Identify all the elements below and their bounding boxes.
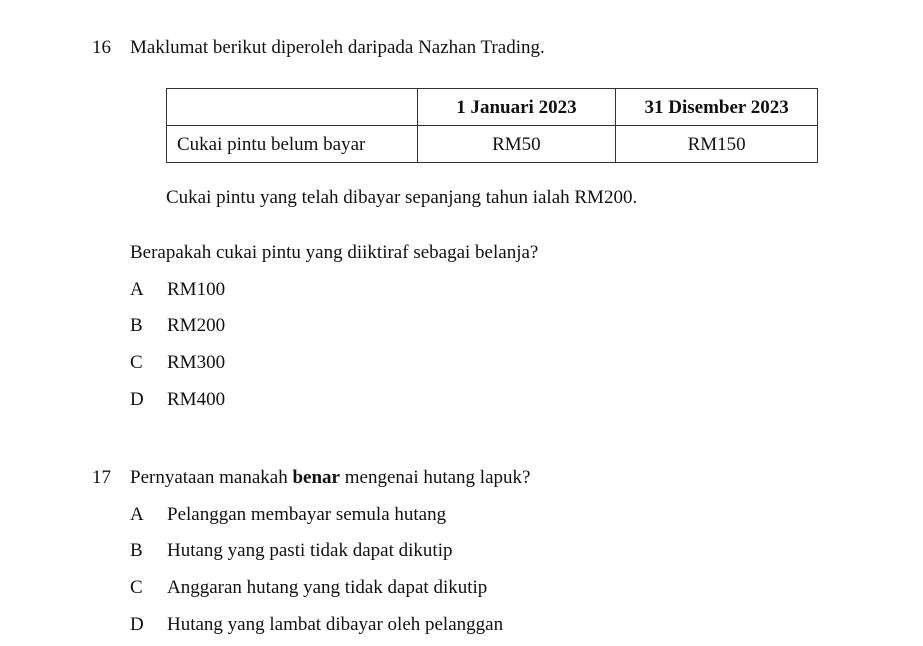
question-16-stem: Maklumat berikut diperoleh daripada Nazhan Trading. [130, 37, 545, 58]
table-header-cell: 31 Disember 2023 [616, 89, 818, 126]
table-header-row [167, 89, 818, 126]
option-letter-b: B [130, 315, 143, 336]
question-number-17: 17 [92, 467, 111, 488]
option-letter-b: B [130, 540, 143, 561]
question-16-prompt: Berapakah cukai pintu yang diiktiraf sebagai belanja? [130, 242, 539, 263]
table-cell: RM50 [417, 126, 616, 163]
question-17-emphasis: benar [292, 467, 340, 488]
option-text-b[interactable]: RM200 [167, 315, 226, 336]
data-table [166, 88, 818, 163]
option-text-b[interactable]: Hutang yang pasti tidak dapat dikutip [167, 540, 453, 561]
question-17-stem-start: Pernyataan manakah [130, 467, 293, 488]
question-number-16: 16 [92, 37, 111, 58]
option-text-c[interactable]: Anggaran hutang yang tidak dapat dikutip [167, 577, 488, 598]
question-16-note: Cukai pintu yang telah dibayar sepanjang tahun ialah RM200. [166, 187, 638, 208]
table-row-label: Cukai pintu belum bayar [167, 126, 418, 163]
option-text-a[interactable]: Pelanggan membayar semula hutang [167, 504, 447, 525]
table-header-cell: 1 Januari 2023 [417, 89, 616, 126]
question-17-stem-end: mengenai hutang lapuk? [339, 467, 531, 488]
option-text-a[interactable]: RM100 [167, 279, 226, 300]
question-17-stem [130, 468, 530, 487]
option-letter-c: C [130, 352, 143, 373]
option-letter-c: C [130, 577, 143, 598]
option-text-d[interactable]: Hutang yang lambat dibayar oleh pelanggan [167, 614, 504, 635]
option-letter-d: D [130, 389, 144, 410]
table-row [167, 126, 818, 163]
option-letter-d: D [130, 614, 144, 635]
option-text-c[interactable]: RM300 [167, 352, 226, 373]
table-cell: RM150 [616, 126, 818, 163]
option-text-d[interactable]: RM400 [167, 389, 226, 410]
option-letter-a: A [130, 504, 144, 525]
option-letter-a: A [130, 279, 144, 300]
table-header-cell [167, 89, 418, 126]
